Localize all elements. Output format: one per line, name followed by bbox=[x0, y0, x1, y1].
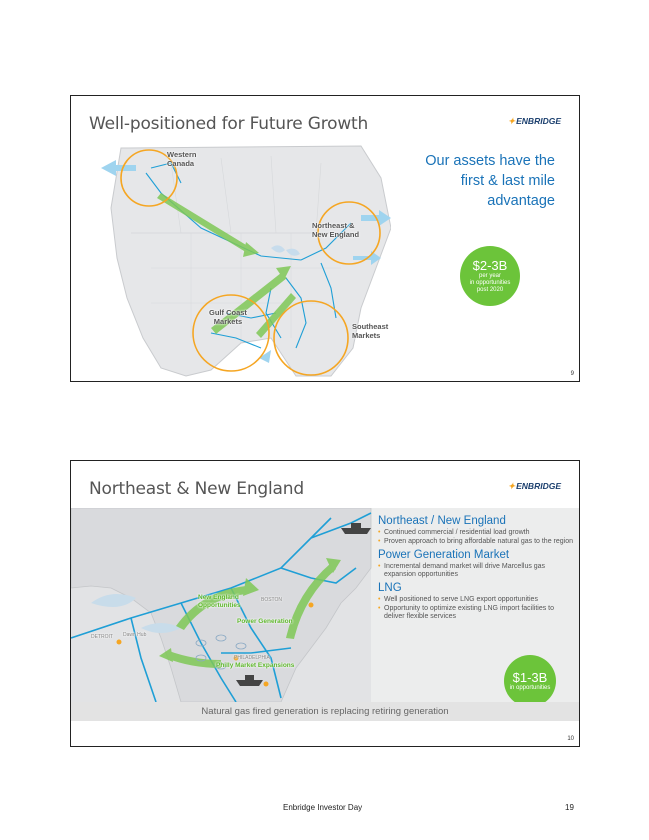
enbridge-logo bbox=[508, 116, 561, 127]
label-power-generation: Power Generation bbox=[237, 618, 293, 625]
bubble-amount: $2-3B bbox=[472, 257, 508, 273]
section-bullets bbox=[378, 529, 573, 546]
enbridge-mark-icon: ✦ bbox=[508, 481, 516, 491]
footer-title: Enbridge Investor Day bbox=[283, 803, 363, 812]
bullet-item: • Incremental demand market will drive Marcellus gas expansion opportunities bbox=[378, 563, 573, 579]
enbridge-mark-icon: ✦ bbox=[508, 116, 516, 126]
opportunity-panel bbox=[378, 514, 573, 623]
opportunity-bubble bbox=[504, 655, 556, 707]
label-gulf-coast: Gulf Coast Markets bbox=[209, 308, 247, 326]
label-philadelphia: PHILADELPHIA bbox=[234, 655, 270, 661]
section-heading: LNG bbox=[378, 582, 402, 594]
enbridge-logo bbox=[508, 481, 561, 492]
label-ne-opportunities: New England Opportunities bbox=[198, 594, 241, 609]
slide-number: 9 bbox=[570, 371, 574, 377]
section-heading: Northeast / New England bbox=[378, 515, 506, 527]
label-western-canada: Western Canada bbox=[167, 150, 197, 168]
logo-text: ENBRIDGE bbox=[516, 481, 561, 491]
logo-text: ENBRIDGE bbox=[516, 116, 561, 126]
bullet-item: • Continued commercial / residential load growth bbox=[378, 529, 573, 537]
footer-page-number: 19 bbox=[565, 803, 574, 812]
summary-banner: Natural gas fired generation is replacing retiring generation bbox=[71, 702, 579, 721]
bullet-item: • Well positioned to serve LNG export opportunities bbox=[378, 596, 573, 604]
slide-well-positioned bbox=[70, 95, 580, 382]
label-northeast: Northeast & New England bbox=[312, 221, 360, 239]
bullet-item: • Opportunity to optimize existing LNG import facilities to deliver flexible services bbox=[378, 605, 573, 621]
bubble-subtext: per year in opportunities post 2020 bbox=[469, 272, 511, 293]
tagline: Our assets have the first & last mile advantage bbox=[425, 153, 555, 209]
label-southeast: Southeast Markets bbox=[352, 322, 389, 340]
slide-number: 10 bbox=[567, 736, 574, 742]
slide-title: Well-positioned for Future Growth bbox=[89, 114, 369, 134]
section-bullets bbox=[378, 563, 573, 579]
label-philly: Philly Market Expansions bbox=[216, 662, 295, 669]
bullet-item: • Proven approach to bring affordable natural gas to the region bbox=[378, 538, 573, 546]
north-america-map bbox=[91, 138, 391, 378]
slide-title: Northeast & New England bbox=[89, 479, 304, 499]
label-detroit: DETROIT bbox=[91, 634, 113, 640]
slide-northeast-new-england bbox=[70, 460, 580, 747]
bubble-subtext: in opportunities bbox=[509, 684, 551, 691]
opportunity-bubble bbox=[460, 246, 520, 306]
section-bullets bbox=[378, 596, 573, 621]
bubble-amount: $1-3B bbox=[512, 669, 548, 685]
label-boston: BOSTON bbox=[261, 597, 283, 603]
label-dawn-hub: Dawn Hub bbox=[123, 632, 147, 638]
section-heading: Power Generation Market bbox=[378, 549, 510, 561]
